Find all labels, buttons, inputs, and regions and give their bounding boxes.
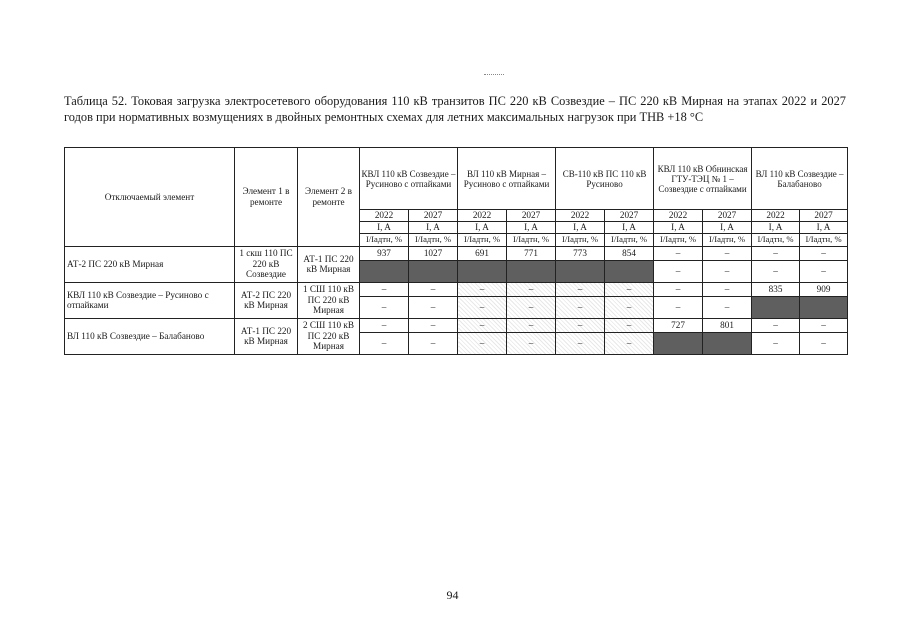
pct-cell: – <box>605 296 654 318</box>
current-cell: – <box>507 318 556 332</box>
pct-cell: – <box>800 260 848 282</box>
year-2022: 2022 <box>752 210 800 222</box>
pct-cell <box>752 296 800 318</box>
unit-current: I, A <box>752 222 800 234</box>
header-off-element: Отключаемый элемент <box>65 148 235 247</box>
current-cell: 773 <box>556 246 605 260</box>
repair-2-cell: 2 СШ 110 кВ ПС 220 кВ Мирная <box>298 318 360 354</box>
current-cell: – <box>605 318 654 332</box>
year-2027: 2027 <box>703 210 752 222</box>
header-group-3: СВ-110 кВ ПС 110 кВ Русиново <box>556 148 654 210</box>
unit-pct: I/Iадтн, % <box>507 233 556 246</box>
current-cell: 801 <box>703 318 752 332</box>
repair-2-cell: 1 СШ 110 кВ ПС 220 кВ Мирная <box>298 282 360 318</box>
unit-pct: I/Iадтн, % <box>556 233 605 246</box>
current-cell: – <box>409 282 458 296</box>
off-element-cell: КВЛ 110 кВ Созвездие – Русиново с отпайками <box>65 282 235 318</box>
year-2027: 2027 <box>800 210 848 222</box>
pct-cell: – <box>409 332 458 354</box>
year-2027: 2027 <box>605 210 654 222</box>
pct-cell: – <box>556 296 605 318</box>
year-2022: 2022 <box>360 210 409 222</box>
current-cell: 909 <box>800 282 848 296</box>
pct-cell: – <box>605 332 654 354</box>
current-cell: – <box>458 282 507 296</box>
current-cell: 727 <box>654 318 703 332</box>
current-cell: 691 <box>458 246 507 260</box>
table-caption: Таблица 52. Токовая загрузка электросетевого оборудования 110 кВ транзитов ПС 220 кВ Созвездие – ПС 220 кВ Мирная на этапах 2022 и 2027 годов при нормативных возмущениях в двойных ремонтных схемах для летних максимальных нагрузок при ТНВ +18 °С <box>64 94 846 124</box>
pct-cell <box>605 260 654 282</box>
current-cell: – <box>458 318 507 332</box>
page-number: 94 <box>446 588 459 602</box>
pct-cell <box>360 260 409 282</box>
current-cell: – <box>752 318 800 332</box>
unit-pct: I/Iадтн, % <box>605 233 654 246</box>
header-group-2: ВЛ 110 кВ Мирная – Русиново с отпайками <box>458 148 556 210</box>
off-element-cell: АТ-2 ПС 220 кВ Мирная <box>65 246 235 282</box>
unit-current: I, A <box>703 222 752 234</box>
scan-mark <box>484 74 504 75</box>
unit-pct: I/Iадтн, % <box>654 233 703 246</box>
pct-cell: – <box>800 332 848 354</box>
unit-pct: I/Iадтн, % <box>703 233 752 246</box>
pct-cell <box>654 332 703 354</box>
pct-cell <box>703 332 752 354</box>
year-2027: 2027 <box>507 210 556 222</box>
unit-current: I, A <box>360 222 409 234</box>
pct-cell: – <box>556 332 605 354</box>
current-cell: – <box>752 246 800 260</box>
pct-cell <box>800 296 848 318</box>
unit-pct: I/Iадтн, % <box>800 233 848 246</box>
load-table <box>64 147 848 355</box>
unit-current: I, A <box>800 222 848 234</box>
header-repair-2: Элемент 2 в ремонте <box>298 148 360 247</box>
header-group-5: ВЛ 110 кВ Созвездие – Балабаново <box>752 148 848 210</box>
current-cell: 937 <box>360 246 409 260</box>
current-cell: – <box>360 282 409 296</box>
current-cell: – <box>703 246 752 260</box>
unit-current: I, A <box>507 222 556 234</box>
table-row <box>65 318 848 332</box>
current-cell: 854 <box>605 246 654 260</box>
repair-1-cell: АТ-1 ПС 220 кВ Мирная <box>235 318 298 354</box>
pct-cell: – <box>703 260 752 282</box>
current-cell: – <box>507 282 556 296</box>
year-2022: 2022 <box>654 210 703 222</box>
current-cell: – <box>556 318 605 332</box>
pct-cell: – <box>409 296 458 318</box>
repair-1-cell: 1 скш 110 ПС 220 кВ Созвездие <box>235 246 298 282</box>
current-cell: – <box>556 282 605 296</box>
current-cell: – <box>654 282 703 296</box>
unit-current: I, A <box>605 222 654 234</box>
year-2027: 2027 <box>409 210 458 222</box>
current-cell: – <box>654 246 703 260</box>
pct-cell: – <box>507 296 556 318</box>
repair-1-cell: АТ-2 ПС 220 кВ Мирная <box>235 282 298 318</box>
unit-current: I, A <box>409 222 458 234</box>
current-cell: – <box>703 282 752 296</box>
current-cell: – <box>800 246 848 260</box>
pct-cell: – <box>752 332 800 354</box>
header-group-4: КВЛ 110 кВ Обнинская ГТУ-ТЭЦ № 1 – Созвездие с отпайками <box>654 148 752 210</box>
current-cell: – <box>605 282 654 296</box>
table-row <box>65 246 848 260</box>
pct-cell: – <box>654 296 703 318</box>
current-cell: – <box>800 318 848 332</box>
pct-cell: – <box>360 296 409 318</box>
pct-cell: – <box>703 296 752 318</box>
off-element-cell: ВЛ 110 кВ Созвездие – Балабаново <box>65 318 235 354</box>
pct-cell: – <box>507 332 556 354</box>
current-cell: – <box>360 318 409 332</box>
pct-cell <box>556 260 605 282</box>
unit-pct: I/Iадтн, % <box>458 233 507 246</box>
current-cell: 1027 <box>409 246 458 260</box>
current-cell: 771 <box>507 246 556 260</box>
unit-current: I, A <box>556 222 605 234</box>
year-2022: 2022 <box>458 210 507 222</box>
pct-cell <box>507 260 556 282</box>
current-cell: – <box>409 318 458 332</box>
unit-current: I, A <box>458 222 507 234</box>
current-cell: 835 <box>752 282 800 296</box>
table-row <box>65 282 848 296</box>
pct-cell: – <box>752 260 800 282</box>
header-repair-1: Элемент 1 в ремонте <box>235 148 298 247</box>
unit-pct: I/Iадтн, % <box>360 233 409 246</box>
year-2022: 2022 <box>556 210 605 222</box>
pct-cell: – <box>654 260 703 282</box>
pct-cell <box>409 260 458 282</box>
pct-cell: – <box>458 332 507 354</box>
unit-pct: I/Iадтн, % <box>409 233 458 246</box>
unit-current: I, A <box>654 222 703 234</box>
repair-2-cell: АТ-1 ПС 220 кВ Мирная <box>298 246 360 282</box>
pct-cell <box>458 260 507 282</box>
unit-pct: I/Iадтн, % <box>752 233 800 246</box>
pct-cell: – <box>360 332 409 354</box>
pct-cell: – <box>458 296 507 318</box>
header-group-1: КВЛ 110 кВ Созвездие – Русиново с отпайками <box>360 148 458 210</box>
